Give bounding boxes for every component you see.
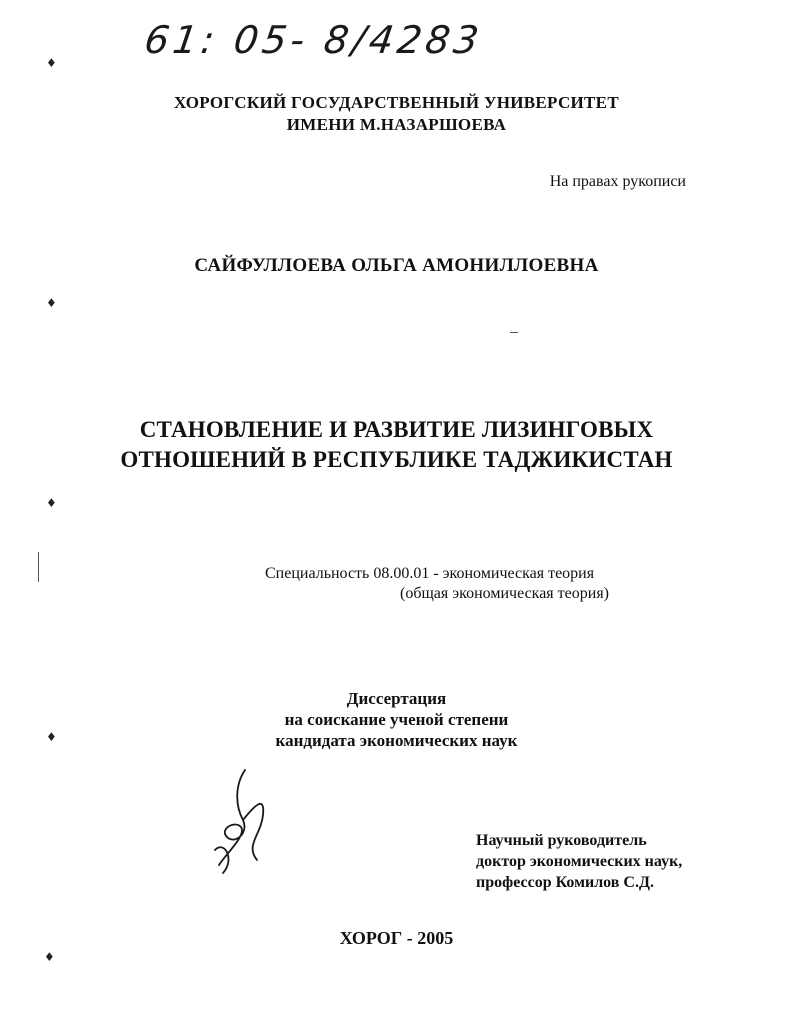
dissertation-line-2: на соискание ученой степени [284,710,509,729]
university-name [0,92,793,136]
city-year: ХОРОГ - 2005 [339,928,454,948]
dissertation-heading: Диссертация [346,689,447,708]
manuscript-rights-note: На правах рукописи [549,173,686,190]
scan-artifact [38,552,39,582]
specialty-line-2: (общая экономическая теория) [400,585,610,602]
scientific-advisor-block [476,830,682,893]
author-name: САЙФУЛЛОЕВА ОЛЬГА АМОНИЛЛОЕВНА [194,255,599,276]
title-line-1: СТАНОВЛЕНИЕ И РАЗВИТИЕ ЛИЗИНГОВЫХ [139,417,654,442]
binding-hole-mark: ♦ [46,730,57,744]
scan-artifact [510,332,518,333]
advisor-name: профессор Комилов С.Д. [476,874,654,891]
advisor-heading: Научный руководитель [476,832,647,849]
dissertation-title [0,415,793,475]
signature-icon [205,765,285,880]
title-line-2: ОТНОШЕНИЙ В РЕСПУБЛИКЕ ТАДЖИКИСТАН [120,447,673,472]
dissertation-line-3: кандидата экономических наук [275,731,518,750]
binding-hole-mark: ♦ [46,56,57,70]
binding-hole-mark: ♦ [46,496,57,510]
university-line-1: ХОРОГСКИЙ ГОСУДАРСТВЕННЫЙ УНИВЕРСИТЕТ [174,93,619,112]
specialty-line-1: Специальность 08.00.01 - экономическая теория [265,565,595,582]
dissertation-degree-block [0,688,793,751]
binding-hole-mark: ♦ [46,296,57,310]
handwritten-catalog-code: 61: 05- 8/4283 [141,18,486,62]
university-line-2: ИМЕНИ М.НАЗАРШОЕВА [286,115,507,134]
binding-hole-mark: ♦ [44,950,55,964]
advisor-degree: доктор экономических наук, [476,853,683,870]
